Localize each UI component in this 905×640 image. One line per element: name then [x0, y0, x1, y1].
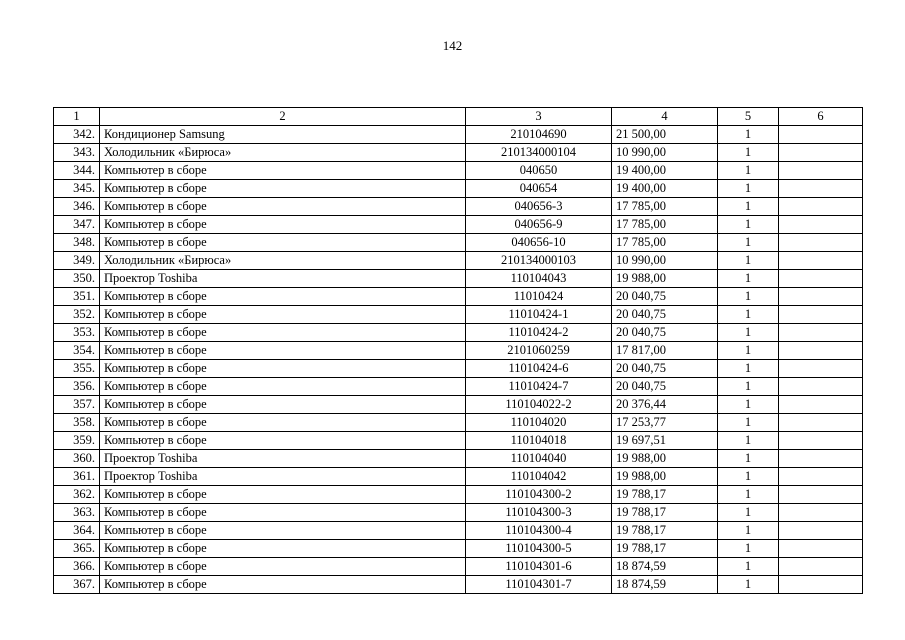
price-cell: 18 874,59 [612, 576, 718, 594]
item-name-cell: Компьютер в сборе [100, 504, 466, 522]
table-row [54, 378, 863, 396]
row-number-cell: 351. [54, 288, 100, 306]
table-row [54, 450, 863, 468]
inventory-code-cell: 110104300-3 [466, 504, 612, 522]
item-name-cell: Компьютер в сборе [100, 576, 466, 594]
table-row [54, 432, 863, 450]
column-header-4: 4 [612, 108, 718, 126]
inventory-code-cell: 210134000103 [466, 252, 612, 270]
price-cell: 10 990,00 [612, 144, 718, 162]
note-cell [779, 144, 863, 162]
note-cell [779, 522, 863, 540]
column-header-2: 2 [100, 108, 466, 126]
inventory-code-cell: 110104018 [466, 432, 612, 450]
price-cell: 19 788,17 [612, 504, 718, 522]
item-name-cell: Компьютер в сборе [100, 486, 466, 504]
table-row [54, 360, 863, 378]
row-number-cell: 345. [54, 180, 100, 198]
row-number-cell: 364. [54, 522, 100, 540]
price-cell: 20 040,75 [612, 360, 718, 378]
inventory-table [53, 107, 863, 594]
page-number: 142 [442, 38, 463, 53]
column-header-3: 3 [466, 108, 612, 126]
note-cell [779, 126, 863, 144]
note-cell [779, 180, 863, 198]
item-name-cell: Кондиционер Samsung [100, 126, 466, 144]
inventory-code-cell: 110104022-2 [466, 396, 612, 414]
price-cell: 17 785,00 [612, 234, 718, 252]
note-cell [779, 342, 863, 360]
row-number-cell: 356. [54, 378, 100, 396]
note-cell [779, 216, 863, 234]
price-cell: 19 400,00 [612, 162, 718, 180]
inventory-code-cell: 210104690 [466, 126, 612, 144]
quantity-cell: 1 [718, 504, 779, 522]
inventory-code-cell: 040654 [466, 180, 612, 198]
row-number-cell: 362. [54, 486, 100, 504]
inventory-code-cell: 110104300-2 [466, 486, 612, 504]
price-cell: 21 500,00 [612, 126, 718, 144]
price-cell: 19 788,17 [612, 486, 718, 504]
item-name-cell: Компьютер в сборе [100, 216, 466, 234]
item-name-cell: Компьютер в сборе [100, 306, 466, 324]
row-number-cell: 353. [54, 324, 100, 342]
row-number-cell: 342. [54, 126, 100, 144]
note-cell [779, 468, 863, 486]
quantity-cell: 1 [718, 162, 779, 180]
table-row [54, 414, 863, 432]
note-cell [779, 540, 863, 558]
price-cell: 19 400,00 [612, 180, 718, 198]
note-cell [779, 288, 863, 306]
quantity-cell: 1 [718, 342, 779, 360]
table-row [54, 342, 863, 360]
inventory-code-cell: 040656-3 [466, 198, 612, 216]
price-cell: 20 040,75 [612, 324, 718, 342]
price-cell: 20 376,44 [612, 396, 718, 414]
quantity-cell: 1 [718, 396, 779, 414]
note-cell [779, 558, 863, 576]
inventory-code-cell: 2101060259 [466, 342, 612, 360]
price-cell: 19 988,00 [612, 270, 718, 288]
quantity-cell: 1 [718, 522, 779, 540]
column-header-1: 1 [54, 108, 100, 126]
inventory-code-cell: 110104300-4 [466, 522, 612, 540]
item-name-cell: Компьютер в сборе [100, 162, 466, 180]
inventory-code-cell: 110104020 [466, 414, 612, 432]
inventory-code-cell: 040656-10 [466, 234, 612, 252]
row-number-cell: 343. [54, 144, 100, 162]
table-row [54, 252, 863, 270]
row-number-cell: 348. [54, 234, 100, 252]
row-number-cell: 360. [54, 450, 100, 468]
quantity-cell: 1 [718, 324, 779, 342]
quantity-cell: 1 [718, 486, 779, 504]
table-row [54, 306, 863, 324]
price-cell: 19 988,00 [612, 468, 718, 486]
table-row [54, 540, 863, 558]
item-name-cell: Компьютер в сборе [100, 558, 466, 576]
price-cell: 19 988,00 [612, 450, 718, 468]
price-cell: 17 817,00 [612, 342, 718, 360]
note-cell [779, 414, 863, 432]
inventory-code-cell: 110104043 [466, 270, 612, 288]
inventory-code-cell: 110104040 [466, 450, 612, 468]
quantity-cell: 1 [718, 270, 779, 288]
quantity-cell: 1 [718, 576, 779, 594]
price-cell: 20 040,75 [612, 306, 718, 324]
row-number-cell: 346. [54, 198, 100, 216]
inventory-code-cell: 110104301-6 [466, 558, 612, 576]
item-name-cell: Проектор Toshiba [100, 468, 466, 486]
note-cell [779, 198, 863, 216]
item-name-cell: Компьютер в сборе [100, 432, 466, 450]
item-name-cell: Компьютер в сборе [100, 414, 466, 432]
row-number-cell: 361. [54, 468, 100, 486]
quantity-cell: 1 [718, 306, 779, 324]
note-cell [779, 324, 863, 342]
note-cell [779, 378, 863, 396]
table-row [54, 180, 863, 198]
note-cell [779, 270, 863, 288]
inventory-code-cell: 040656-9 [466, 216, 612, 234]
table-row [54, 576, 863, 594]
note-cell [779, 360, 863, 378]
note-cell [779, 306, 863, 324]
row-number-cell: 363. [54, 504, 100, 522]
table-header [54, 108, 863, 126]
quantity-cell: 1 [718, 288, 779, 306]
table-row [54, 270, 863, 288]
quantity-cell: 1 [718, 432, 779, 450]
row-number-cell: 350. [54, 270, 100, 288]
price-cell: 20 040,75 [612, 378, 718, 396]
inventory-code-cell: 210134000104 [466, 144, 612, 162]
header-row [54, 108, 863, 126]
item-name-cell: Компьютер в сборе [100, 324, 466, 342]
note-cell [779, 252, 863, 270]
row-number-cell: 347. [54, 216, 100, 234]
quantity-cell: 1 [718, 252, 779, 270]
table-row [54, 144, 863, 162]
quantity-cell: 1 [718, 144, 779, 162]
item-name-cell: Проектор Toshiba [100, 270, 466, 288]
quantity-cell: 1 [718, 360, 779, 378]
item-name-cell: Компьютер в сборе [100, 540, 466, 558]
inventory-code-cell: 11010424-7 [466, 378, 612, 396]
inventory-code-cell: 11010424-6 [466, 360, 612, 378]
item-name-cell: Холодильник «Бирюса» [100, 252, 466, 270]
table-row [54, 468, 863, 486]
inventory-code-cell: 110104301-7 [466, 576, 612, 594]
row-number-cell: 366. [54, 558, 100, 576]
note-cell [779, 486, 863, 504]
row-number-cell: 355. [54, 360, 100, 378]
row-number-cell: 367. [54, 576, 100, 594]
table-row [54, 504, 863, 522]
item-name-cell: Компьютер в сборе [100, 360, 466, 378]
item-name-cell: Компьютер в сборе [100, 288, 466, 306]
item-name-cell: Компьютер в сборе [100, 234, 466, 252]
table-row [54, 324, 863, 342]
row-number-cell: 359. [54, 432, 100, 450]
note-cell [779, 576, 863, 594]
price-cell: 19 697,51 [612, 432, 718, 450]
inventory-code-cell: 11010424-2 [466, 324, 612, 342]
quantity-cell: 1 [718, 468, 779, 486]
quantity-cell: 1 [718, 198, 779, 216]
quantity-cell: 1 [718, 558, 779, 576]
row-number-cell: 349. [54, 252, 100, 270]
quantity-cell: 1 [718, 216, 779, 234]
inventory-code-cell: 110104300-5 [466, 540, 612, 558]
item-name-cell: Компьютер в сборе [100, 342, 466, 360]
quantity-cell: 1 [718, 414, 779, 432]
row-number-cell: 358. [54, 414, 100, 432]
price-cell: 20 040,75 [612, 288, 718, 306]
table-row [54, 198, 863, 216]
table-body [54, 126, 863, 594]
price-cell: 17 785,00 [612, 198, 718, 216]
table-row [54, 486, 863, 504]
quantity-cell: 1 [718, 234, 779, 252]
row-number-cell: 357. [54, 396, 100, 414]
row-number-cell: 354. [54, 342, 100, 360]
note-cell [779, 396, 863, 414]
item-name-cell: Компьютер в сборе [100, 180, 466, 198]
note-cell [779, 234, 863, 252]
quantity-cell: 1 [718, 378, 779, 396]
note-cell [779, 504, 863, 522]
note-cell [779, 432, 863, 450]
table-row [54, 216, 863, 234]
item-name-cell: Компьютер в сборе [100, 198, 466, 216]
inventory-code-cell: 110104042 [466, 468, 612, 486]
table-row [54, 126, 863, 144]
table-row [54, 162, 863, 180]
quantity-cell: 1 [718, 180, 779, 198]
table-row [54, 522, 863, 540]
quantity-cell: 1 [718, 450, 779, 468]
row-number-cell: 365. [54, 540, 100, 558]
column-header-6: 6 [779, 108, 863, 126]
row-number-cell: 344. [54, 162, 100, 180]
table-row [54, 396, 863, 414]
price-cell: 17 785,00 [612, 216, 718, 234]
price-cell: 19 788,17 [612, 540, 718, 558]
table-row [54, 234, 863, 252]
table-row [54, 288, 863, 306]
item-name-cell: Компьютер в сборе [100, 378, 466, 396]
item-name-cell: Холодильник «Бирюса» [100, 144, 466, 162]
price-cell: 19 788,17 [612, 522, 718, 540]
price-cell: 18 874,59 [612, 558, 718, 576]
item-name-cell: Компьютер в сборе [100, 396, 466, 414]
note-cell [779, 162, 863, 180]
table-row [54, 558, 863, 576]
note-cell [779, 450, 863, 468]
inventory-code-cell: 11010424 [466, 288, 612, 306]
quantity-cell: 1 [718, 126, 779, 144]
inventory-code-cell: 040650 [466, 162, 612, 180]
price-cell: 10 990,00 [612, 252, 718, 270]
item-name-cell: Проектор Toshiba [100, 450, 466, 468]
item-name-cell: Компьютер в сборе [100, 522, 466, 540]
price-cell: 17 253,77 [612, 414, 718, 432]
inventory-code-cell: 11010424-1 [466, 306, 612, 324]
row-number-cell: 352. [54, 306, 100, 324]
quantity-cell: 1 [718, 540, 779, 558]
column-header-5: 5 [718, 108, 779, 126]
